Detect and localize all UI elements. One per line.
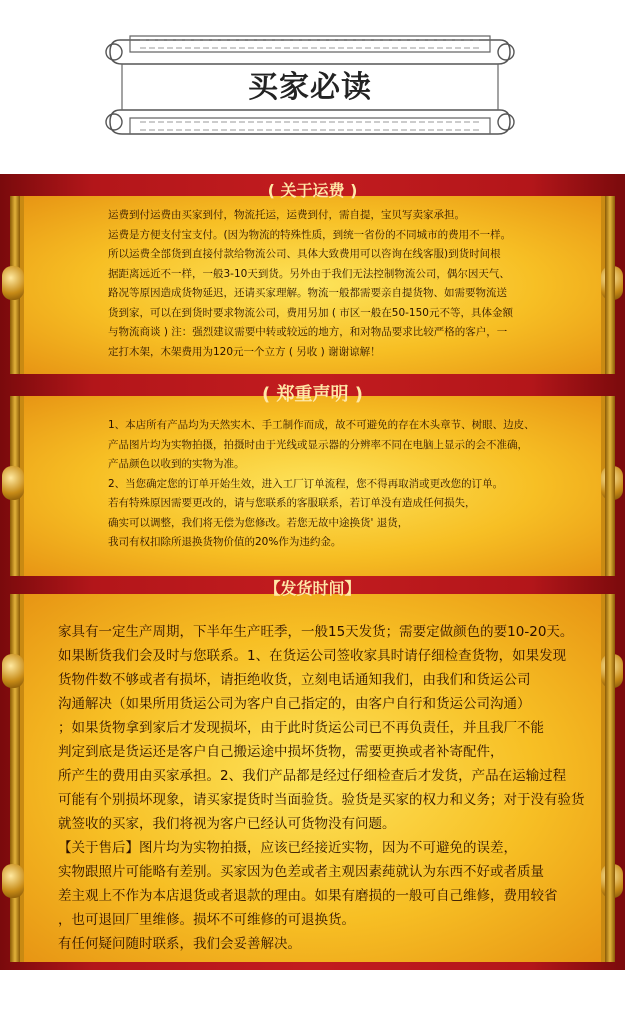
text-line: 货物件数不够或者有损坏，请拒绝收货，立刻电话通知我们，由我们和货运公司 <box>58 672 531 688</box>
scroll-knob-icon <box>2 864 24 898</box>
text-line: 若有特殊原因需要更改的，请与您联系的客服联系，若订单没有造成任何损失， <box>108 497 476 509</box>
text-line: 路况等原因造成货物延迟，还请买家理解。物流一般都需要亲自提货物、如需要物流送 <box>108 287 507 299</box>
shipping-fee-text <box>108 206 568 362</box>
text-line: 运费到付运费由买家到付，物流托运，运费到付，需自提，宝贝写卖家承担。 <box>108 209 465 221</box>
text-line: 判定到底是货运还是客户自己搬运途中损坏货物，需要更换或者补寄配件， <box>58 744 504 760</box>
text-line: 可能有个别损坏现象，请买家提货时当面验货。验货是买家的权力和义务；对于没有验货 <box>58 792 585 808</box>
text-line: 1、本店所有产品均为天然实木、手工制作而成，故不可避免的存在木头章节、树眼、边皮、 <box>108 419 535 431</box>
text-line: 与物流商谈 ) 注：强烈建议需要中转或较远的地方，和对物品要求比较严格的客户，一 <box>108 326 508 338</box>
text-line: ，也可退回厂里维修。损坏不可维修的可退换货。 <box>58 912 355 928</box>
text-line: 就签收的买家，我们将视为客户已经认可货物没有问题。 <box>58 816 396 832</box>
text-line: 沟通解决（如果所用货运公司为客户自己指定的，由客户自行和货运公司沟通） <box>58 696 531 712</box>
text-line: 差主观上不作为本店退货或者退款的理由。如果有磨损的一般可自己维修，费用较省 <box>58 888 558 904</box>
text-line: 确实可以调整，我们将无偿为您修改。若您无故中途换货' 退货， <box>108 516 409 529</box>
text-line: 2、当您确定您的订单开始生效，进入工厂订单流程，您不得再取消或更改您的订单。 <box>108 477 504 490</box>
text-line: 产品颜色以收到的实物为准。 <box>108 458 245 470</box>
text-line: ；如果货物拿到家后才发现损坏，由于此时货运公司已不再负责任，并且我厂不能 <box>58 720 544 736</box>
text-line: 所以运费全部货到直接付款给物流公司、具体大致费用可以咨询在线客服)到货时间根 <box>108 248 501 260</box>
scroll-knob-icon <box>601 864 623 898</box>
section-title-delivery-time: 【发货时间】 <box>264 579 361 598</box>
text-line: 【关于售后】图片均为实物拍摄，应该已经接近实物，因为不可避免的误差， <box>58 840 517 856</box>
delivery-time-text <box>58 620 588 956</box>
text-line: 定打木架，木架费用为120元一个立方 ( 另收 ) 谢谢谅解！ <box>108 345 381 358</box>
text-line: 所产生的费用由买家承担。2、我们产品都是经过仔细检查后才发货，产品在运输过程 <box>58 768 567 784</box>
text-line: 据距离远近不一样，一般3-10天到货。另外由于我们无法控制物流公司，偶尔因天气、 <box>108 267 510 280</box>
scroll-knob-icon <box>2 266 24 300</box>
page-title: 买家必读 <box>248 70 372 105</box>
text-line: 有任何疑问随时联系，我们会妥善解决。 <box>58 936 301 952</box>
text-line: 运费是方便支付宝支付。(因为物流的特殊性质，到统一省份的不同城市的费用不一样。 <box>108 228 512 241</box>
scroll-knob-icon <box>601 266 623 300</box>
section-title-shipping-fee: ( 关于运费 ) <box>267 181 358 200</box>
statement-text <box>108 416 568 553</box>
text-line: 实物跟照片可能略有差别。买家因为色差或者主观因素莼就认为东西不好或者质量 <box>58 864 544 880</box>
scroll-banner <box>100 10 520 160</box>
text-line: 产品图片均为实物拍摄，拍摄时由于光线或显示器的分辨率不同在电脑上显示的会不准确， <box>108 438 528 451</box>
text-line: 我司有权扣除所退换货物价值的20%作为违约金。 <box>108 536 342 548</box>
scroll-knob-icon <box>2 466 24 500</box>
text-line: 家具有一定生产周期，下半年生产旺季，一般15天发货；需要定做颜色的要10-20天。 <box>58 624 574 640</box>
notice-band <box>0 174 625 970</box>
section-title-statement: ( 郑重声明 ) <box>262 384 363 405</box>
scroll-knob-icon <box>601 466 623 500</box>
text-line: 货到家，可以在到货时要求物流公司，费用另加 ( 市区一般在50-150元不等，具体金额 <box>108 306 513 319</box>
scroll-knob-icon <box>2 654 24 688</box>
text-line: 如果断货我们会及时与您联系。1、在货运公司签收家具时请仔细检查货物，如果发现 <box>58 648 567 664</box>
scroll-knob-icon <box>601 654 623 688</box>
